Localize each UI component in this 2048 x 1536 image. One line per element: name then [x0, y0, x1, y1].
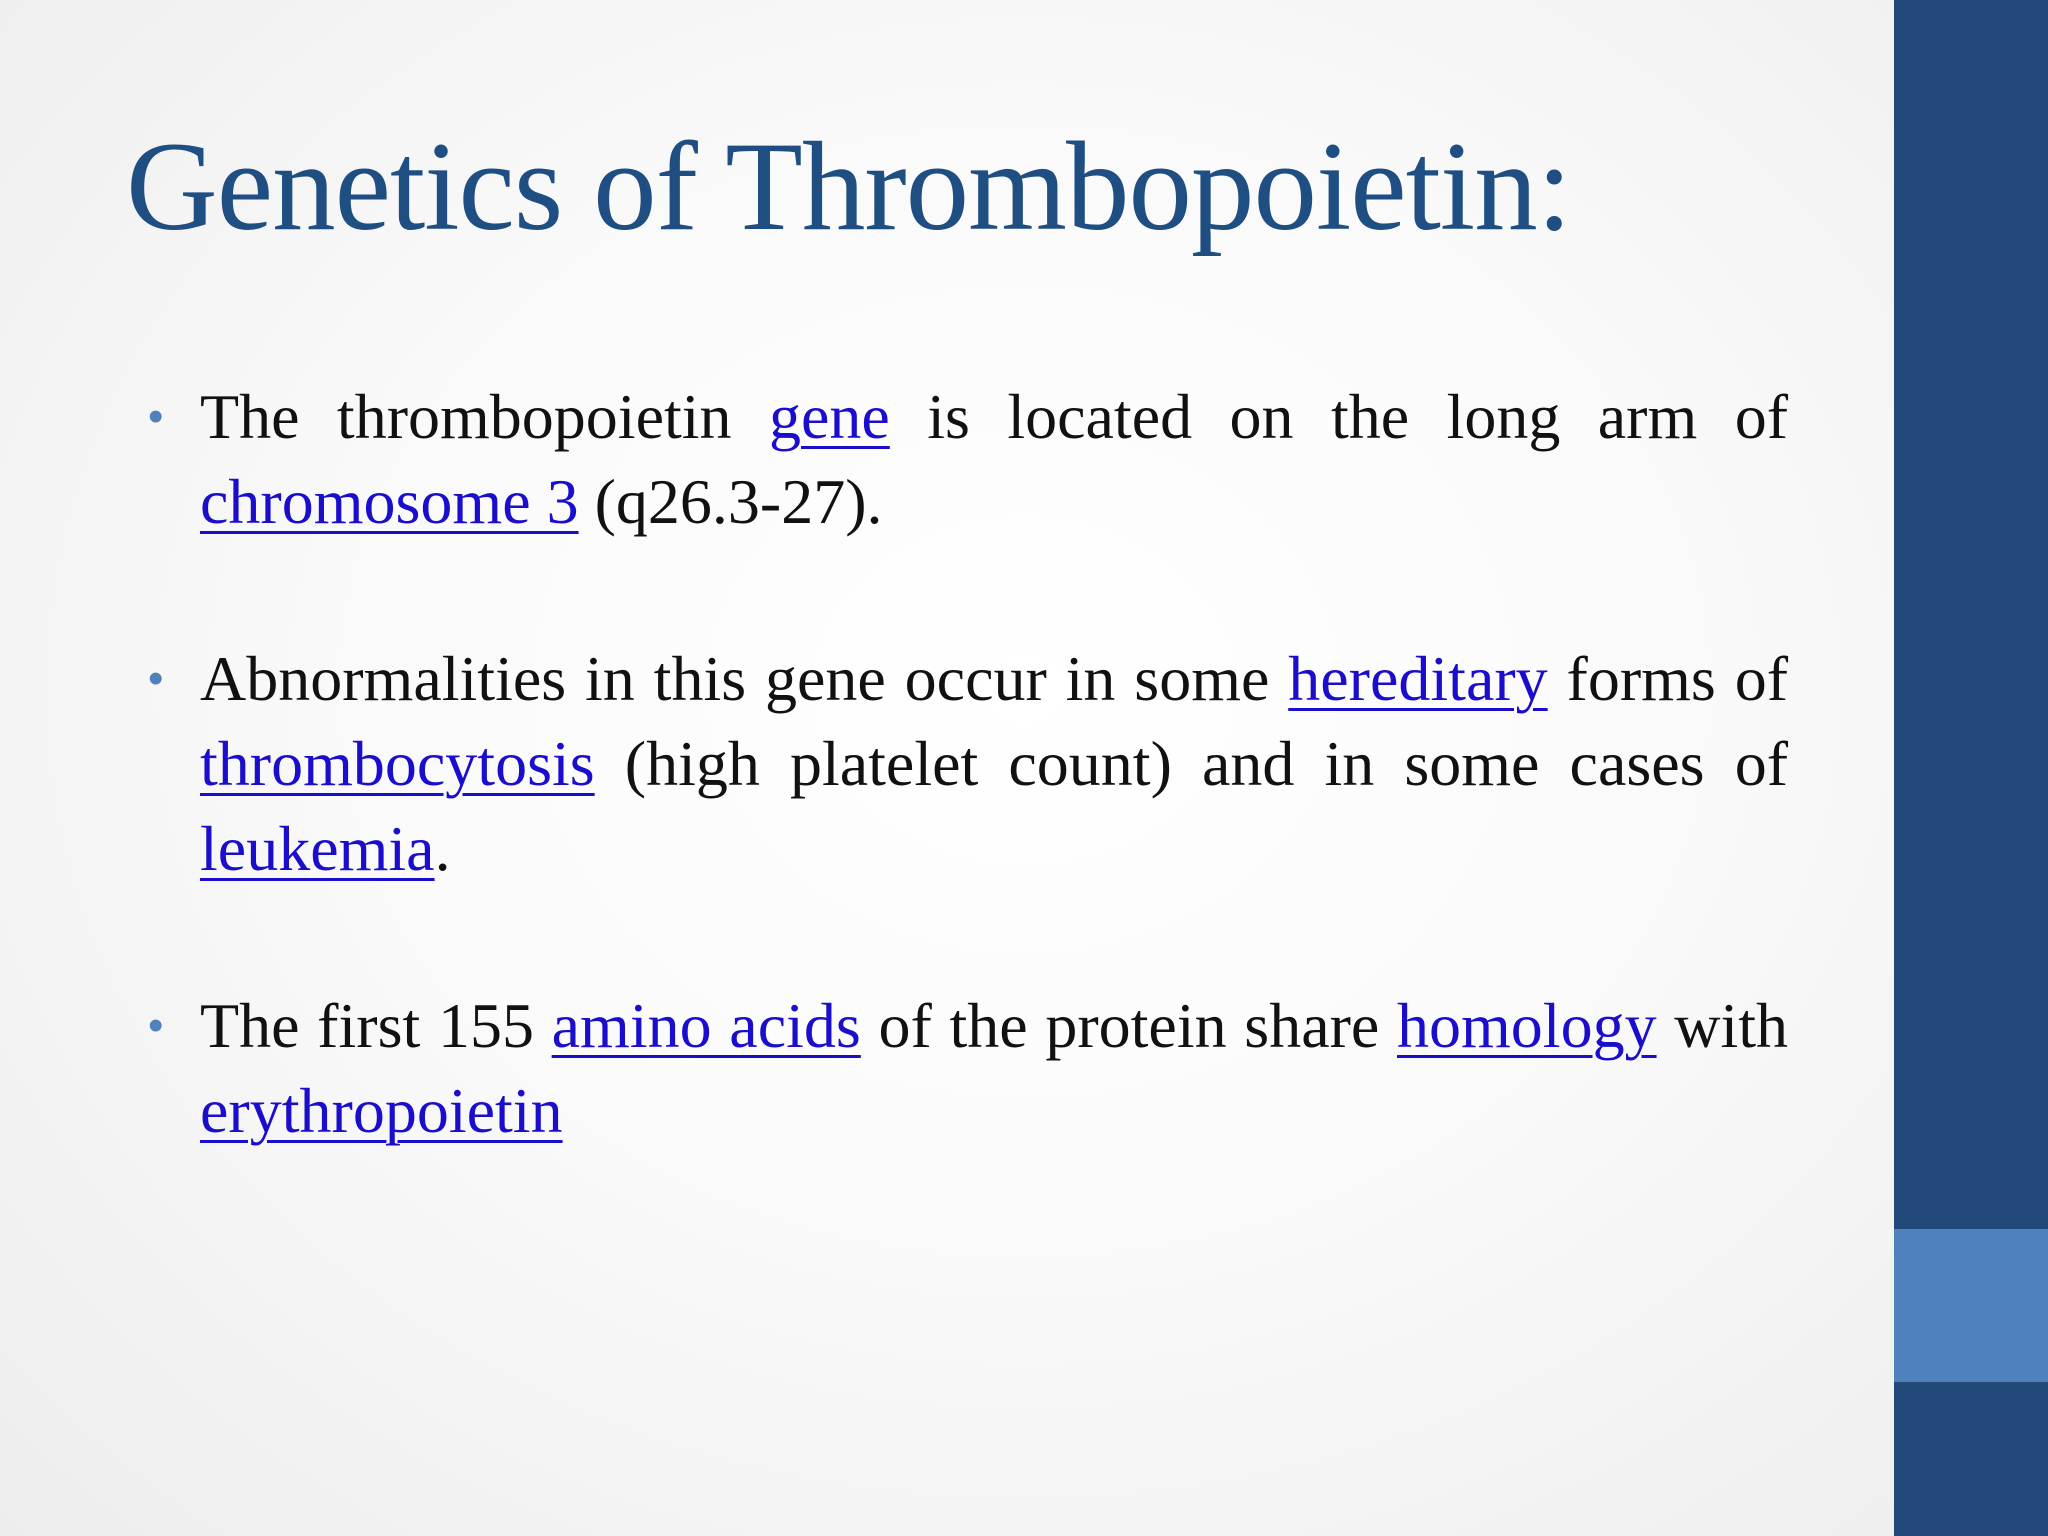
link-amino-acids[interactable]: amino acids [551, 990, 861, 1061]
link-gene[interactable]: gene [768, 381, 890, 452]
bullet-list [148, 374, 1788, 1245]
link-hereditary[interactable]: hereditary [1288, 643, 1548, 714]
link-homology[interactable]: homology [1397, 990, 1657, 1061]
bullet-text: (q26.3-27). [578, 466, 883, 537]
bullet-text: The first 155 [200, 990, 552, 1061]
bullet-text: (high platelet count) and in some cases of [594, 728, 1788, 799]
link-erythropoietin[interactable]: erythropoietin [200, 1075, 563, 1146]
bullet-item [148, 374, 1788, 544]
bullet-text: with [1656, 990, 1789, 1061]
bullet-item [148, 636, 1788, 891]
bullet-text: . [434, 813, 451, 884]
slide-title: Genetics of Thrombopoietin: [126, 117, 1571, 257]
bullet-text: Abnormalities in this gene occur in some [200, 643, 1289, 714]
link-chromosome-3[interactable]: chromosome 3 [200, 466, 579, 537]
bullet-item [148, 983, 1788, 1153]
link-leukemia[interactable]: leukemia [200, 813, 435, 884]
bullet-text: is located on the long arm of [889, 381, 1789, 452]
bullet-dot-icon: • [148, 392, 164, 441]
bullet-text: forms of [1547, 643, 1789, 714]
bullet-text: The thrombopoietin [200, 381, 769, 452]
side-bar-accent [1894, 1229, 2048, 1382]
link-thrombocytosis[interactable]: thrombocytosis [200, 728, 595, 799]
bullet-dot-icon: • [148, 1001, 164, 1050]
bullet-text: of the protein share [860, 990, 1397, 1061]
bullet-dot-icon: • [148, 654, 164, 703]
